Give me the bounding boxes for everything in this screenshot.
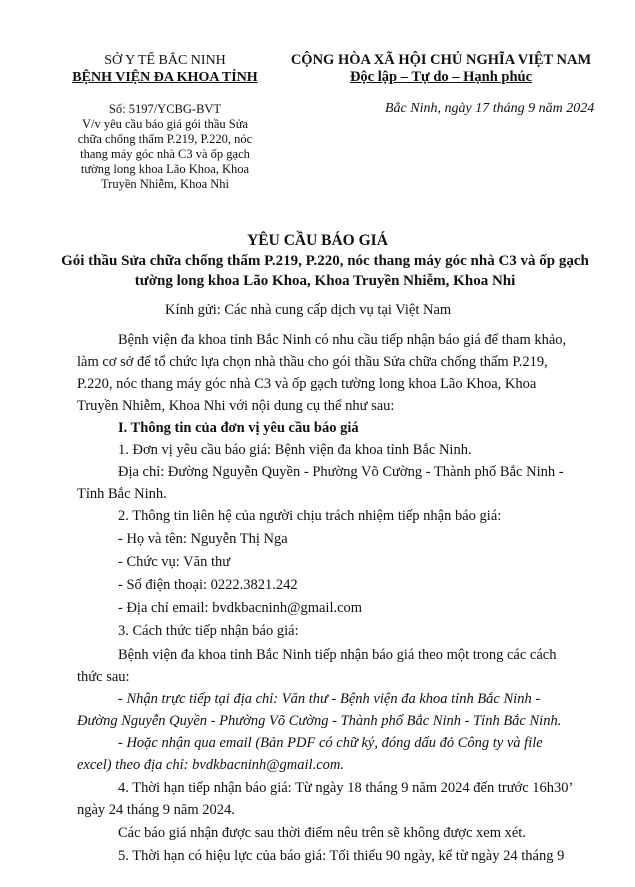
item-3: 3. Cách thức tiếp nhận báo giá: bbox=[118, 623, 299, 639]
methods-intro-line: thức sau: bbox=[77, 669, 130, 685]
section-heading: I. Thông tin của đơn vị yêu cầu báo giá bbox=[118, 420, 359, 436]
document-title: YÊU CẦU BÁO GIÁ bbox=[247, 232, 388, 249]
item-2: 2. Thông tin liên hệ của người chịu trách nhiệm tiếp nhận báo giá: bbox=[118, 508, 502, 524]
contact-phone: - Số điện thoại: 0222.3821.242 bbox=[118, 577, 298, 593]
document-number: Số: 5197/YCBG-BVT bbox=[108, 102, 222, 116]
method-email-line: - Hoặc nhận qua email (Bản PDF có chữ ký, đóng dấu đỏ Công ty và file bbox=[118, 735, 543, 751]
intro-line: Truyền Nhiễm, Khoa Nhi với nội dung cụ thể như sau: bbox=[77, 398, 395, 414]
method-direct-line: - Nhận trực tiếp tại địa chỉ: Văn thư - Bệnh viện đa khoa tỉnh Bắc Ninh - bbox=[118, 691, 541, 707]
document-date: Bắc Ninh, ngày 17 tháng 9 năm 2024 bbox=[385, 101, 595, 116]
subject-line: chữa chống thấm P.219, P.220, nóc bbox=[77, 132, 253, 146]
subject-line: Truyền Nhiễm, Khoa Nhi bbox=[100, 177, 229, 191]
greeting: Kính gửi: Các nhà cung cấp dịch vụ tại Việt Nam bbox=[165, 302, 452, 318]
intro-line: P.220, nóc thang máy góc nhà C3 và ốp gạch tường long khoa Lão Khoa, Khoa bbox=[77, 376, 537, 392]
contact-email: - Địa chỉ email: bvdkbacninh@gmail.com bbox=[118, 600, 363, 616]
issuer-hospital: BỆNH VIỆN ĐA KHOA TỈNH bbox=[72, 70, 258, 85]
methods-intro-line: Bệnh viện đa khoa tỉnh Bắc Ninh tiếp nhận báo giá theo một trong các cách bbox=[118, 647, 557, 663]
contact-position: - Chức vụ: Văn thư bbox=[118, 554, 231, 570]
subject-line: tường long khoa Lão Khoa, Khoa bbox=[80, 162, 250, 176]
issuer-header bbox=[60, 52, 270, 86]
intro-line: làm cơ sở để tổ chức lựa chọn nhà thầu cho gói thầu Sửa chữa chống thấm P.219, bbox=[77, 354, 548, 370]
subject-line: V/v yêu cầu báo giá gói thầu Sửa bbox=[81, 117, 249, 131]
item-5: 5. Thời hạn có hiệu lực của báo giá: Tối thiểu 90 ngày, kể từ ngày 24 tháng 9 bbox=[118, 848, 565, 864]
late-note: Các báo giá nhận được sau thời điểm nêu trên sẽ không được xem xét. bbox=[118, 825, 526, 841]
national-header bbox=[282, 52, 600, 86]
address-line: Tỉnh Bắc Ninh. bbox=[77, 486, 167, 502]
item-4-line: 4. Thời hạn tiếp nhận báo giá: Từ ngày 18 tháng 9 năm 2024 đến trước 16h30’ bbox=[118, 780, 574, 796]
contact-name: - Họ và tên: Nguyễn Thị Nga bbox=[118, 531, 288, 547]
address-line: Địa chỉ: Đường Nguyễn Quyền - Phường Võ Cường - Thành phố Bắc Ninh - bbox=[118, 464, 564, 480]
document-subtitle: Gói thầu Sửa chữa chống thấm P.219, P.220, nóc thang máy góc nhà C3 và ốp gạch tường long khoa Lão Khoa, Khoa Truyền Nhiễm, Khoa Nhi bbox=[61, 253, 589, 289]
item-4-line: ngày 24 tháng 9 năm 2024. bbox=[77, 802, 235, 818]
subject-line: thang máy góc nhà C3 và ốp gạch bbox=[80, 147, 250, 161]
intro-line: Bệnh viện đa khoa tỉnh Bắc Ninh có nhu cầu tiếp nhận báo giá để tham khảo, bbox=[118, 332, 567, 348]
method-direct-line: Đường Nguyễn Quyền - Phường Võ Cường - Thành phố Bắc Ninh - Tỉnh Bắc Ninh. bbox=[77, 713, 562, 729]
issuer-org: SỞ Y TẾ BẮC NINH bbox=[104, 53, 226, 68]
national-motto: Độc lập – Tự do – Hạnh phúc bbox=[349, 69, 533, 85]
reference-block bbox=[60, 102, 270, 192]
item-1: 1. Đơn vị yêu cầu báo giá: Bệnh viện đa khoa tỉnh Bắc Ninh. bbox=[118, 442, 472, 458]
method-email-line: excel) theo địa chỉ: bvdkbacninh@gmail.com. bbox=[77, 757, 344, 773]
national-title: CỘNG HÒA XÃ HỘI CHỦ NGHĨA VIỆT NAM bbox=[290, 52, 592, 68]
